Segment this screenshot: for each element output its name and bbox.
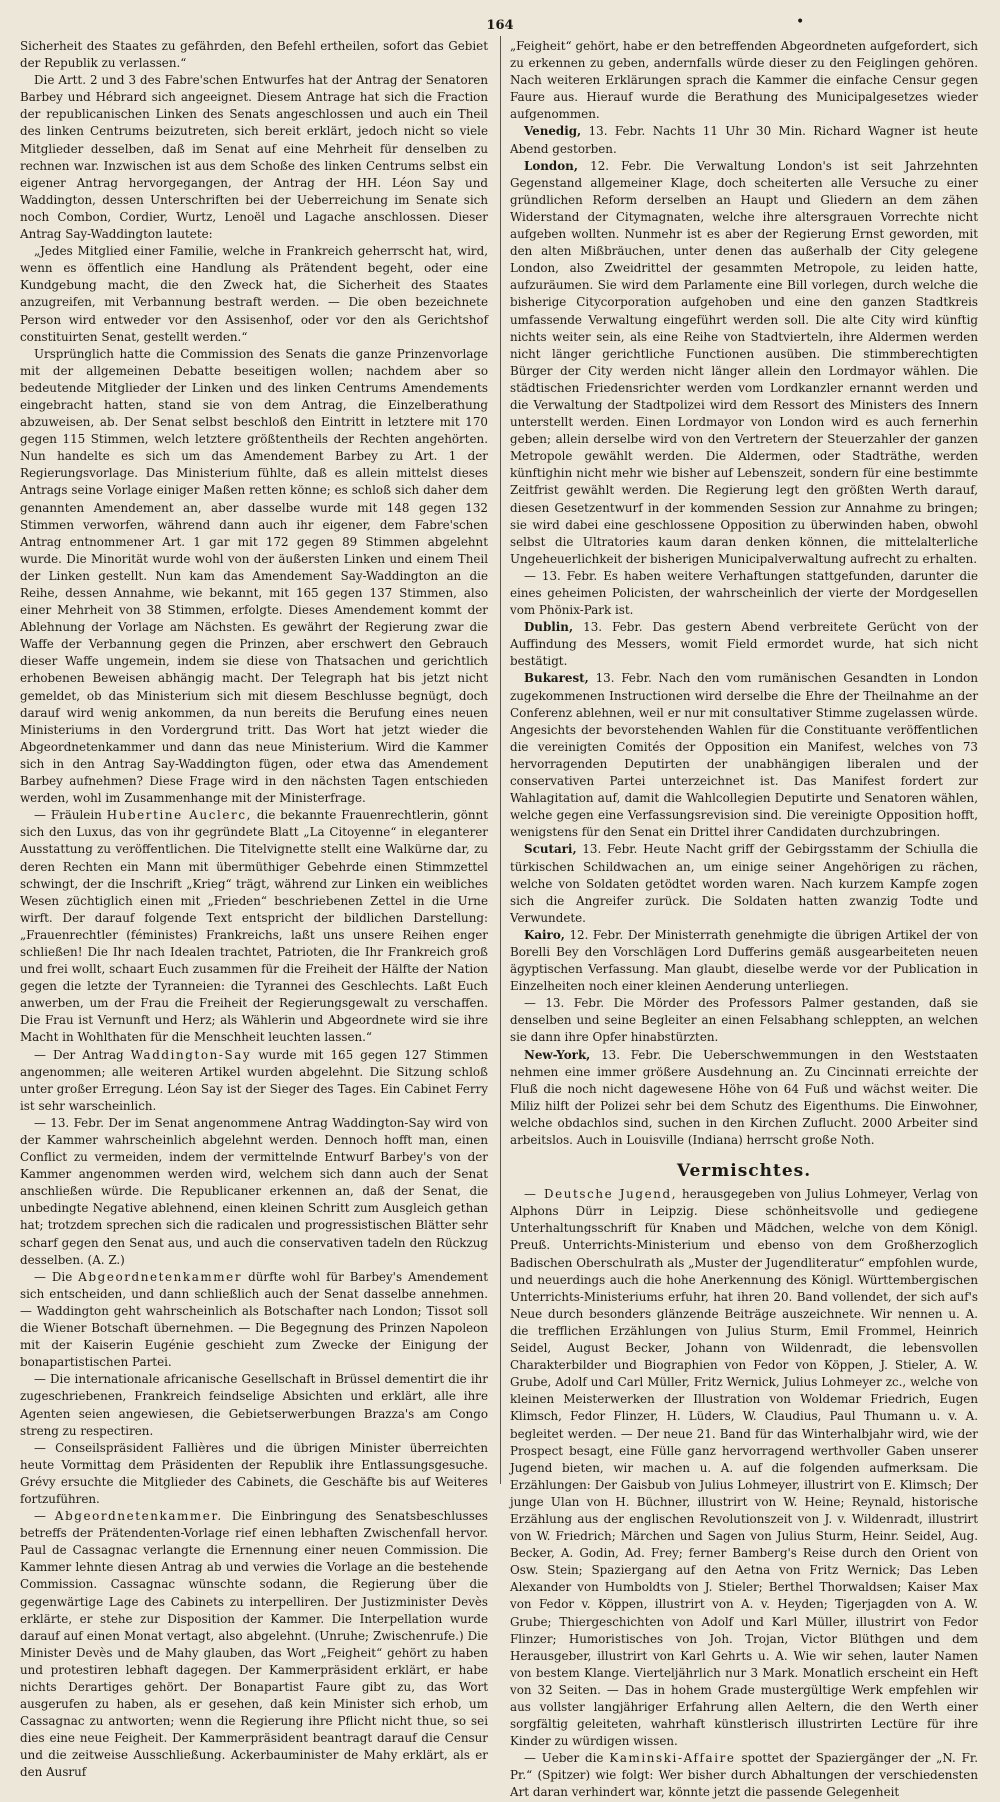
article-paragraph (20, 1508, 488, 1782)
spaced-name: Abgeordnetenkammer (78, 1269, 243, 1284)
article-paragraph (510, 1750, 978, 1801)
body-text: Nachts 11 Uhr 30 Min. Richard Wagner ist heute Abend gestorben. (510, 124, 979, 156)
article-paragraph: — Conseilspräsident Fallières und die übrigen Minister überreichten heute Vormittag dem Präsidenten der Republik ihre Entlassungsgesuche. Grévy ersuchte die Mitglieder des Cabinets, die Geschäfte bis auf Weiteres fortzuführen. (20, 1440, 488, 1506)
spaced-name: Waddington-Say (130, 1047, 252, 1062)
dispatch-paragraph (510, 841, 978, 926)
dateline-date: 12. Febr. (590, 158, 652, 173)
article-paragraph: — Die internationale africanische Gesellschaft in Brüssel dementirt die ihr zugeschriebenen, Frankreich feindselige Absichten und erklärt, alle ihre Agenten seien angewiesen, die Gebietserwerbungen Brazza's am Congo streng zu respectiren. (20, 1372, 488, 1438)
lead-text: — Der Antrag (34, 1047, 124, 1062)
dateline-place: Scutari, (524, 842, 577, 857)
body-text: spottet der Spaziergänger der „N. Fr. Pr.“ (Spitzer) wie folgt: Wer bisher durch Abhaltungen der verschiedensten Art daran verhindert war, könnte jetzt die passende Gelegenheit (510, 1751, 979, 1800)
body-text: Das gestern Abend verbreitete Gerücht von der Auffindung des Messers, womit Field ermordet wurde, hat sich nicht bestätigt. (510, 620, 978, 669)
article-paragraph: — 13. Febr. Es haben weitere Verhaftungen stattgefunden, darunter die eines geheimen Policisten, der wahrscheinlich der vierte der Mordgesellen vom Phönix-Park ist. (510, 568, 978, 618)
body-text: Die Verwaltung London's ist seit Jahrzehnten Gegenstand allgemeiner Klage, doch scheiterten alle Versuche zu einer gründlichen Reform derselben an Haupt und Gliedern an dem zähen Widerstand der Citymagnaten, welche ihre altersgrauen Vorrechte nicht aufgeben wollten. Nunmehr ist es aber der Regierung Ernst geworden, mit den alten Mißbräuchen, unter denen das außerhalb der City gelegene London, also Zweidrittel der gesammten Metropole, zu leiden hatte, aufzuräumen. Sie wird dem Parlamente eine Bill vorlegen, durch welche die bisherige Citycorporation aufgehoben und eine den ganzen Stadtkreis umfassende Verwaltung eingeführt werden soll. Die alte City wird künftig nichts weiter sein, als eine Reihe von Stadtvierteln, ihre Aldermen werden nicht länger gerichtliche Functionen ausüben. Die stimmberechtigten Bürger der City werden nicht länger allein den Lordmayor wählen. Die städtischen Friedensrichter werden vom Lordkanzler ernannt werden und die Verwaltung der Stadtpolizei wird dem Ressort des Ministers des Innern unterstellt werden. Einen Lordmayor von London wird es auch fernerhin geben; allein derselbe wird von den Vertretern der Steuerzahler der ganzen Metropole gewählt werden. Die Aldermen, oder Stadträthe, werden künftighin nicht mehr wie bisher auf Lebenszeit, sondern für eine bestimmte Zeitfrist gewählt werden. Die Regierung legt den größten Werth darauf, diesen Gesetzentwurf in der kommenden Session zur Annahme zu bringen; sie wird dabei eine geschlossene Opposition zu überwinden haben, obwohl selbst die Ultratories kaum daran denken können, die mittelalterliche Ungeheuerlichkeit der bisherigen Municipalverwaltung aufrecht zu erhalten. (510, 158, 979, 566)
page-number: 164 (486, 18, 514, 33)
dateline-date: 13. Febr. (595, 671, 652, 686)
article-paragraph: „Feigheit“ gehört, habe er den betreffenden Abgeordneten aufgefordert, sich zu erkennen zu geben, andernfalls würde dieser zu den Feiglingen gehören. Nach weiteren Erklärungen sprach die Kammer die einfache Censur gegen Faure aus. Hierauf wurde die Berathung des Municipalgesetzes wieder aufgenommen. (510, 39, 978, 122)
dispatch-paragraph (510, 123, 978, 157)
body-text: Der Ministerrath genehmigte die übrigen Artikel der von Borelli Bey den Vorschlägen Lord Dufferins gemäß ausgearbeiteten neuen ägyptischen Verfassung. Man glaubt, dieselbe werde vor der Publication in Einzelheiten noch einer kleinen Aenderung unterliegen. (510, 927, 978, 994)
body-text: Heute Nacht griff der Gebirgsstamm der Schiulla die türkischen Schildwachen an, um einige seiner Angehörigen zu rächen, welche von Soldaten getödtet worden waren. Nach kurzem Kampfe zogen sich die Angreifer zurück. Die Soldaten hatten zwanzig Todte und Verwundete. (510, 842, 978, 925)
spaced-name: Abgeordnetenkammer. (54, 1509, 223, 1524)
dateline-place: New-York, (524, 1047, 591, 1062)
spaced-name: Kaminski-Affaire (609, 1751, 736, 1766)
dateline-date: 13. Febr. (582, 842, 638, 857)
body-text: herausgegeben von Julius Lohmeyer, Verlag von Alphons Dürr in Leipzig. Diese schönheitsvolle und gediegene Unterhaltungsschrift für Knaben und Mädchen, welche von dem Königl. Preuß. Unterrichts-Ministerium und ebenso von dem Großherzoglich Badischen Oberschulrath als „Muster der Jugendliteratur“ empfohlen wurde, und neuerdings auch die hohe Anerkennung des Königl. Württembergischen Unterrichts-Ministeriums erfuhr, hat ihren 20. Band vollendet, der sich auf's Neue durch besonders glänzende Beiträge auszeichnete. Wir nennen u. A. die trefflichen Erzählungen von Julius Sturm, Emil Frommel, Heinrich Seidel, August Becker, Johann von Wildenradt, die lebensvollen Charakterbilder und Biographien von Fedor von Köppen, J. Stieler, A. W. Grube, Adolf und Carl Müller, Fritz Wernick, Julius Lohmeyer zc., welche von kleinen Meisterwerken der Illustration von Woldemar Friedrich, Eugen Klimsch, Fedor Flinzer, H. Lüders, W. Claudius, Paul Thumann u. v. A. begleitet werden. — Der neue 21. Band für das Winterhalbjahr wird, wie der Prospect besagt, eine Fülle ganz hervorragend werthvoller Gaben unserer Jugend bieten, wir machen u. A. auf die folgenden aufmerksam. Die Erzählungen: Der Gaisbub von Julius Lohmeyer, illustrirt von E. Klimsch; Der junge Ulan von H. Büchner, illustrirt von W. Heine; Reynald, historische Erzählung aus der englischen Revolutionszeit von J. v. Wildenradt, illustrirt von W. Friedrich; Märchen und Sagen von Julius Sturm, Heinr. Seidel, Aug. Becker, A. Godin, Ad. Frey; ferner Bamberg's Reise durch den Orient von Osw. Stein; Spaziergang auf den Aetna von Fritz Wernick; Das Leben Alexander von Humboldts von J. Stieler; Berthel Thorwaldsen; Kaiser Max von Fedor v. Köppen, illustrirt von A. v. Heyden; Tigerjagden von A. W. Grube; Thiergeschichten von Adolf und Karl Müller, illustrirt von Fedor Flinzer; Humoristisches von Joh. Trojan, Victor Blüthgen und dem Herausgeber, illustrirt von Karl Gehrts u. A. Wie wir sehen, lauter Namen von bestem Klange. Vierteljährlich nur 3 Mark. Monatlich erscheint ein Heft von 32 Seiten. — Das in hohem Grade mustergültige Werk empfehlen wir aus vollster langjähriger Erfahrung allen Aeltern, die den Werth einer sorgfältig geleiteten, wahrhaft künstlerisch illustrirten Lectüre für ihre Kinder zu würdigen wissen. (510, 1187, 978, 1749)
dateline-place: Venedig, (524, 124, 582, 139)
body-text: Die Einbringung des Senatsbeschlusses betreffs der Prätendenten-Vorlage rief einen lebhaften Zwischenfall hervor. Paul de Cassagnac verlangte die Ernennung einer neuen Commission. Die Kammer lehnte diesen Antrag ab und verwies die Vorlage an die bestehende Commission. Cassagnac wünschte sodann, die Regierung über die gegenwärtige Lage des Cabinets zu interpelliren. Der Justizminister Devès erklärte, er stehe zur Disposition der Kammer. Die Interpellation wurde darauf auf einen Monat vertagt, also abgelehnt. (Unruhe; Zwischenrufe.) Die Minister Devès und de Mahy glauben, das Wort „Feigheit“ gehört zu haben und protestiren lebhaft dagegen. Der Kammerpräsident erklärt, er habe nichts Derartiges gehört. Der Bonapartist Faure gibt zu, das Wort ausgerufen zu haben, als er gesehen, daß kein Minister sich erhob, um Cassagnac zu antworten; wenn die Regierung ihre Pflicht nicht thue, so sei dies eine neue Feigheit. Der Kammerpräsident beantragt darauf die Censur und die zeitweise Ausschließung. Ackerbauminister de Mahy erklärt, als er den Ausruf (20, 1509, 489, 1780)
article-paragraph: — 13. Febr. Die Mörder des Professors Palmer gestanden, daß sie denselben und seine Begleiter an einen Felsabhang schleppten, an welchen sie dann ihre Opfer hinabstürzten. (510, 996, 978, 1045)
page-mark: • (796, 14, 805, 30)
dateline-place: London, (524, 158, 578, 173)
dateline-place: Bukarest, (524, 671, 589, 686)
lead-text: — Ueber die (524, 1751, 604, 1766)
body-text: wurde mit 165 gegen 127 Stimmen angenommen; alle weiteren Artikel wurden abgelehnt. Die Sitzung schloß unter großer Erregung. Léon Say ist der Sieger des Tages. Ein Cabinet Ferry ist sehr warscheinlich. (20, 1047, 488, 1113)
spaced-name: Hubertine Auclerc, (106, 808, 252, 823)
body-text: Nach den vom rumänischen Gesandten in London zugekommenen Instructionen wird derselbe die Ehre der Theilnahme an der Conferenz ablehnen, weil er nur mit consultativer Stimme zugelassen würde. Angesichts der bevorstehenden Wahlen für die Constituante veröffentlichen die vereinigten Comités der Opposition ein Manifest, welches von 73 hervorragenden Deputirten der unabhängigen liberalen und der conservativen Partei unterzeichnet ist. Das Manifest fordert zur Wahlagitation auf, damit die Wahlcollegien Deputirte und Senatoren wählen, welche gegen eine Verfassungsrevision sind. Die vereinigte Opposition hofft, wenigstens für den Senat ein Drittel ihrer Candidaten durchzubringen. (510, 671, 978, 840)
right-column (510, 38, 979, 1800)
article-paragraph: — 13. Febr. Der im Senat angenommene Antrag Waddington-Say wird von der Kammer wahrscheinlich abgelehnt werden. Dennoch hofft man, einen Conflict zu vermeiden, indem der vermittelnde Entwurf Barbey's von der Kammer angenommen werden wird, welchem sich dann auch der Senat anschließen würde. Die Republicaner erkennen an, daß der Senat, die unbedingte Negative ablehnend, einen kleinen Schritt zum Ausgleich gethan hat; trotzdem sprechen sich die radicalen und progressistischen Blätter sehr scharf gegen den Senat aus, und auch die conservativen tadeln den Rückzug desselben. (A. Z.) (20, 1115, 488, 1267)
lead-text: — Deutsche Jugend, (524, 1187, 678, 1202)
article-paragraph (510, 1186, 978, 1750)
dateline-place: Kairo, (524, 927, 565, 942)
dateline-date: 13. Febr. (601, 1047, 662, 1062)
article-paragraph (20, 1269, 488, 1372)
body-text: die bekannte Frauenrechtlerin, gönnt sich den Luxus, das von ihr gegründete Blatt „La Citoyenne“ in eleganterer Ausstattung zu veröffentlichen. Die Titelvignette stellt eine Walkürne dar, zu deren Rechten ein Mann mit übermüthiger Gebehrde einen Stimmzettel schwingt, der die Inschrift „Krieg“ trägt, während zur Linken ein weibliches Wesen züchtiglich einen mit „Frieden“ beschriebenen Zettel in die Urne wirft. Der darauf folgende Text entspricht der bildlichen Darstellung: „Frauenrechtler (féministes) Frankreichs, laßt uns unsere Reihen enger schließen! Die Ihr nach Idealen trachtet, Patrioten, die Ihr Frankreich groß und frei wollt, schaart Euch zusammen für die Freiheit der Hälfte der Nation gegen die letzte der Tyranneien: die Tyrannei des Geschlechts. Laßt Euch anwerben, um der Frau die Freiheit der Regierungsgewalt zu verschaffen. Die Frau ist Vernunft und Herz; als Wählerin und Abgeordnete wird sie ihre Macht in Wohlthaten für die Menschheit leuchten lassen.“ (20, 808, 489, 1045)
article-paragraph (20, 807, 488, 1046)
body-text: dürfte wohl für Barbey's Amendement sich entscheiden, und dann schließlich auch der Senat dasselbe annehmen. — Waddington geht wahrscheinlich als Botschafter nach London; Tissot soll die Wiener Botschaft übernehmen. — Die Begegnung des Prinzen Napoleon mit der Kaiserin Eugénie geschieht zum Zwecke der Einigung der bonapartistischen Partei. (20, 1269, 488, 1370)
dateline-place: Dublin, (524, 620, 574, 635)
dispatch-paragraph (510, 619, 978, 670)
section-heading: Vermischtes. (676, 1161, 812, 1182)
article-paragraph (20, 1047, 488, 1115)
left-column (20, 38, 489, 1780)
dateline-date: 12. Febr. (569, 927, 624, 942)
lead-text: — Die (34, 1269, 73, 1284)
lead-text: — Fräulein (34, 808, 102, 823)
dispatch-paragraph (510, 1047, 978, 1150)
column-divider (500, 36, 501, 1484)
lead-text: — (34, 1509, 46, 1524)
quote-paragraph: „Jedes Mitglied einer Familie, welche in Frankreich geherrscht hat, wird, wenn es öffentlich eine Handlung als Prätendent begeht, oder eine Kundgebung macht, die den Zweck hat, die Sicherheit des Staates anzugreifen, mit Verbannung bestraft werden. — Die oben bezeichnete Person wird entweder vor den Assisenhof, oder vor den als Gerichtshof constituirten Senat, gestellt werden.“ (20, 244, 488, 344)
dateline-date: 13. Febr. (588, 124, 646, 139)
dateline-date: 13. Febr. (583, 620, 643, 635)
dispatch-paragraph (510, 927, 978, 995)
dispatch-paragraph (510, 670, 978, 841)
article-paragraph: Die Artt. 2 und 3 des Fabre'schen Entwurfes hat der Antrag der Senatoren Barbey und Hébrard sich angeeignet. Diesem Antrage hat sich die Fraction der republicanischen Linken des Senats angeschlossen und auch ein Theil des linken Centrums beizutreten, sich bereit erklärt, jedoch nicht so viele Mitglieder desselben, daß im Senat auf eine Mehrheit für denselben zu rechnen war. Inzwischen ist aus dem Schoße des linken Centrums selbst ein eigener Antrag hervorgegangen, der Antrag der HH. Léon Say und Waddington, dessen Unterschriften bei der Ueberreichung im Senate sich noch Combon, Cordier, Wurtz, Lenoël und Lagache anschlossen. Dieser Antrag Say-Waddington lautete: (20, 73, 488, 242)
article-paragraph: Ursprünglich hatte die Commission des Senats die ganze Prinzenvorlage mit der allgemeinen Debatte beseitigen wollen; nachdem aber so bedeutende Mitglieder der Linken und des linken Centrums Amendements eingebracht hatten, stand sie von dem Antrag, die Einzelberathung abzuweisen, ab. Der Senat selbst beschloß den Eintritt in letztere mit 170 gegen 115 Stimmen, welch letztere größtentheils der Rechten angehörten. Nun handelte es sich um das Amendement Barbey zu Art. 1 der Regierungsvorlage. Das Ministerium fühlte, daß es allein mittelst dieses Antrags seine Vorlage einiger Maßen retten könne; es schloß sich daher dem genannten Amendement an, aber dasselbe wurde mit 148 gegen 132 Stimmen verworfen, während dann auch ihr eigener, dem Fabre'schen Antrag entnommener Art. 1 gar mit 172 gegen 89 Stimmen abgelehnt wurde. Die Minorität wurde wohl von der äußersten Linken und einem Theil der Linken gestellt. Nun kam das Amendement Say-Waddington an die Reihe, dessen Annahme, wie bekannt, mit 165 gegen 137 Stimmen, also einer Mehrheit von 38 Stimmen, erfolgte. Dieses Amendement kommt der Ablehnung der Vorlage am Nächsten. Es gewährt der Regierung zwar die Waffe der Verbannung gegen die Prinzen, aber erschwert den Gebrauch dieser Waffe ungemein, indem sie diese von Thatsachen und gerichtlich erhobenen Beweisen abhängig macht. Der Telegraph hat bis jetzt nicht gemeldet, ob das Ministerium sich mit diesem Beschlusse begnügt, doch darauf wird wenig ankommen, da nun bereits die Berufung eines neuen Ministeriums in den Vordergrund tritt. Das Wort hat jetzt wieder die Abgeordnetenkammer und dann das neue Ministerium. Wird die Kammer sich in den Antrag Say-Waddington fügen, oder etwa das Amendement Barbey aufnehmen? Diese Frage wird in den nächsten Tagen entschieden werden, wohl im Zusammenhange mit der Ministerfrage. (20, 346, 488, 806)
article-paragraph: Sicherheit des Staates zu gefährden, den Befehl ertheilen, sofort das Gebiet der Republik zu verlassen.“ (20, 39, 488, 71)
body-text: Die Ueberschwemmungen in den Weststaaten nehmen eine immer größere Ausdehnung an. Zu Cincinnati erreichte der Fluß die noch nicht dagewesene Höhe von 64 Fuß und wächst weiter. Die Miliz hilft der Polizei sehr bei dem Schutz des Eigenthums. Die Einwohner, welche obdachlos sind, suchen in den Kirchen Zuflucht. 2000 Arbeiter sind arbeitslos. Auch in Louisville (Indiana) herrscht große Noth. (510, 1047, 978, 1147)
dispatch-paragraph (510, 158, 978, 568)
